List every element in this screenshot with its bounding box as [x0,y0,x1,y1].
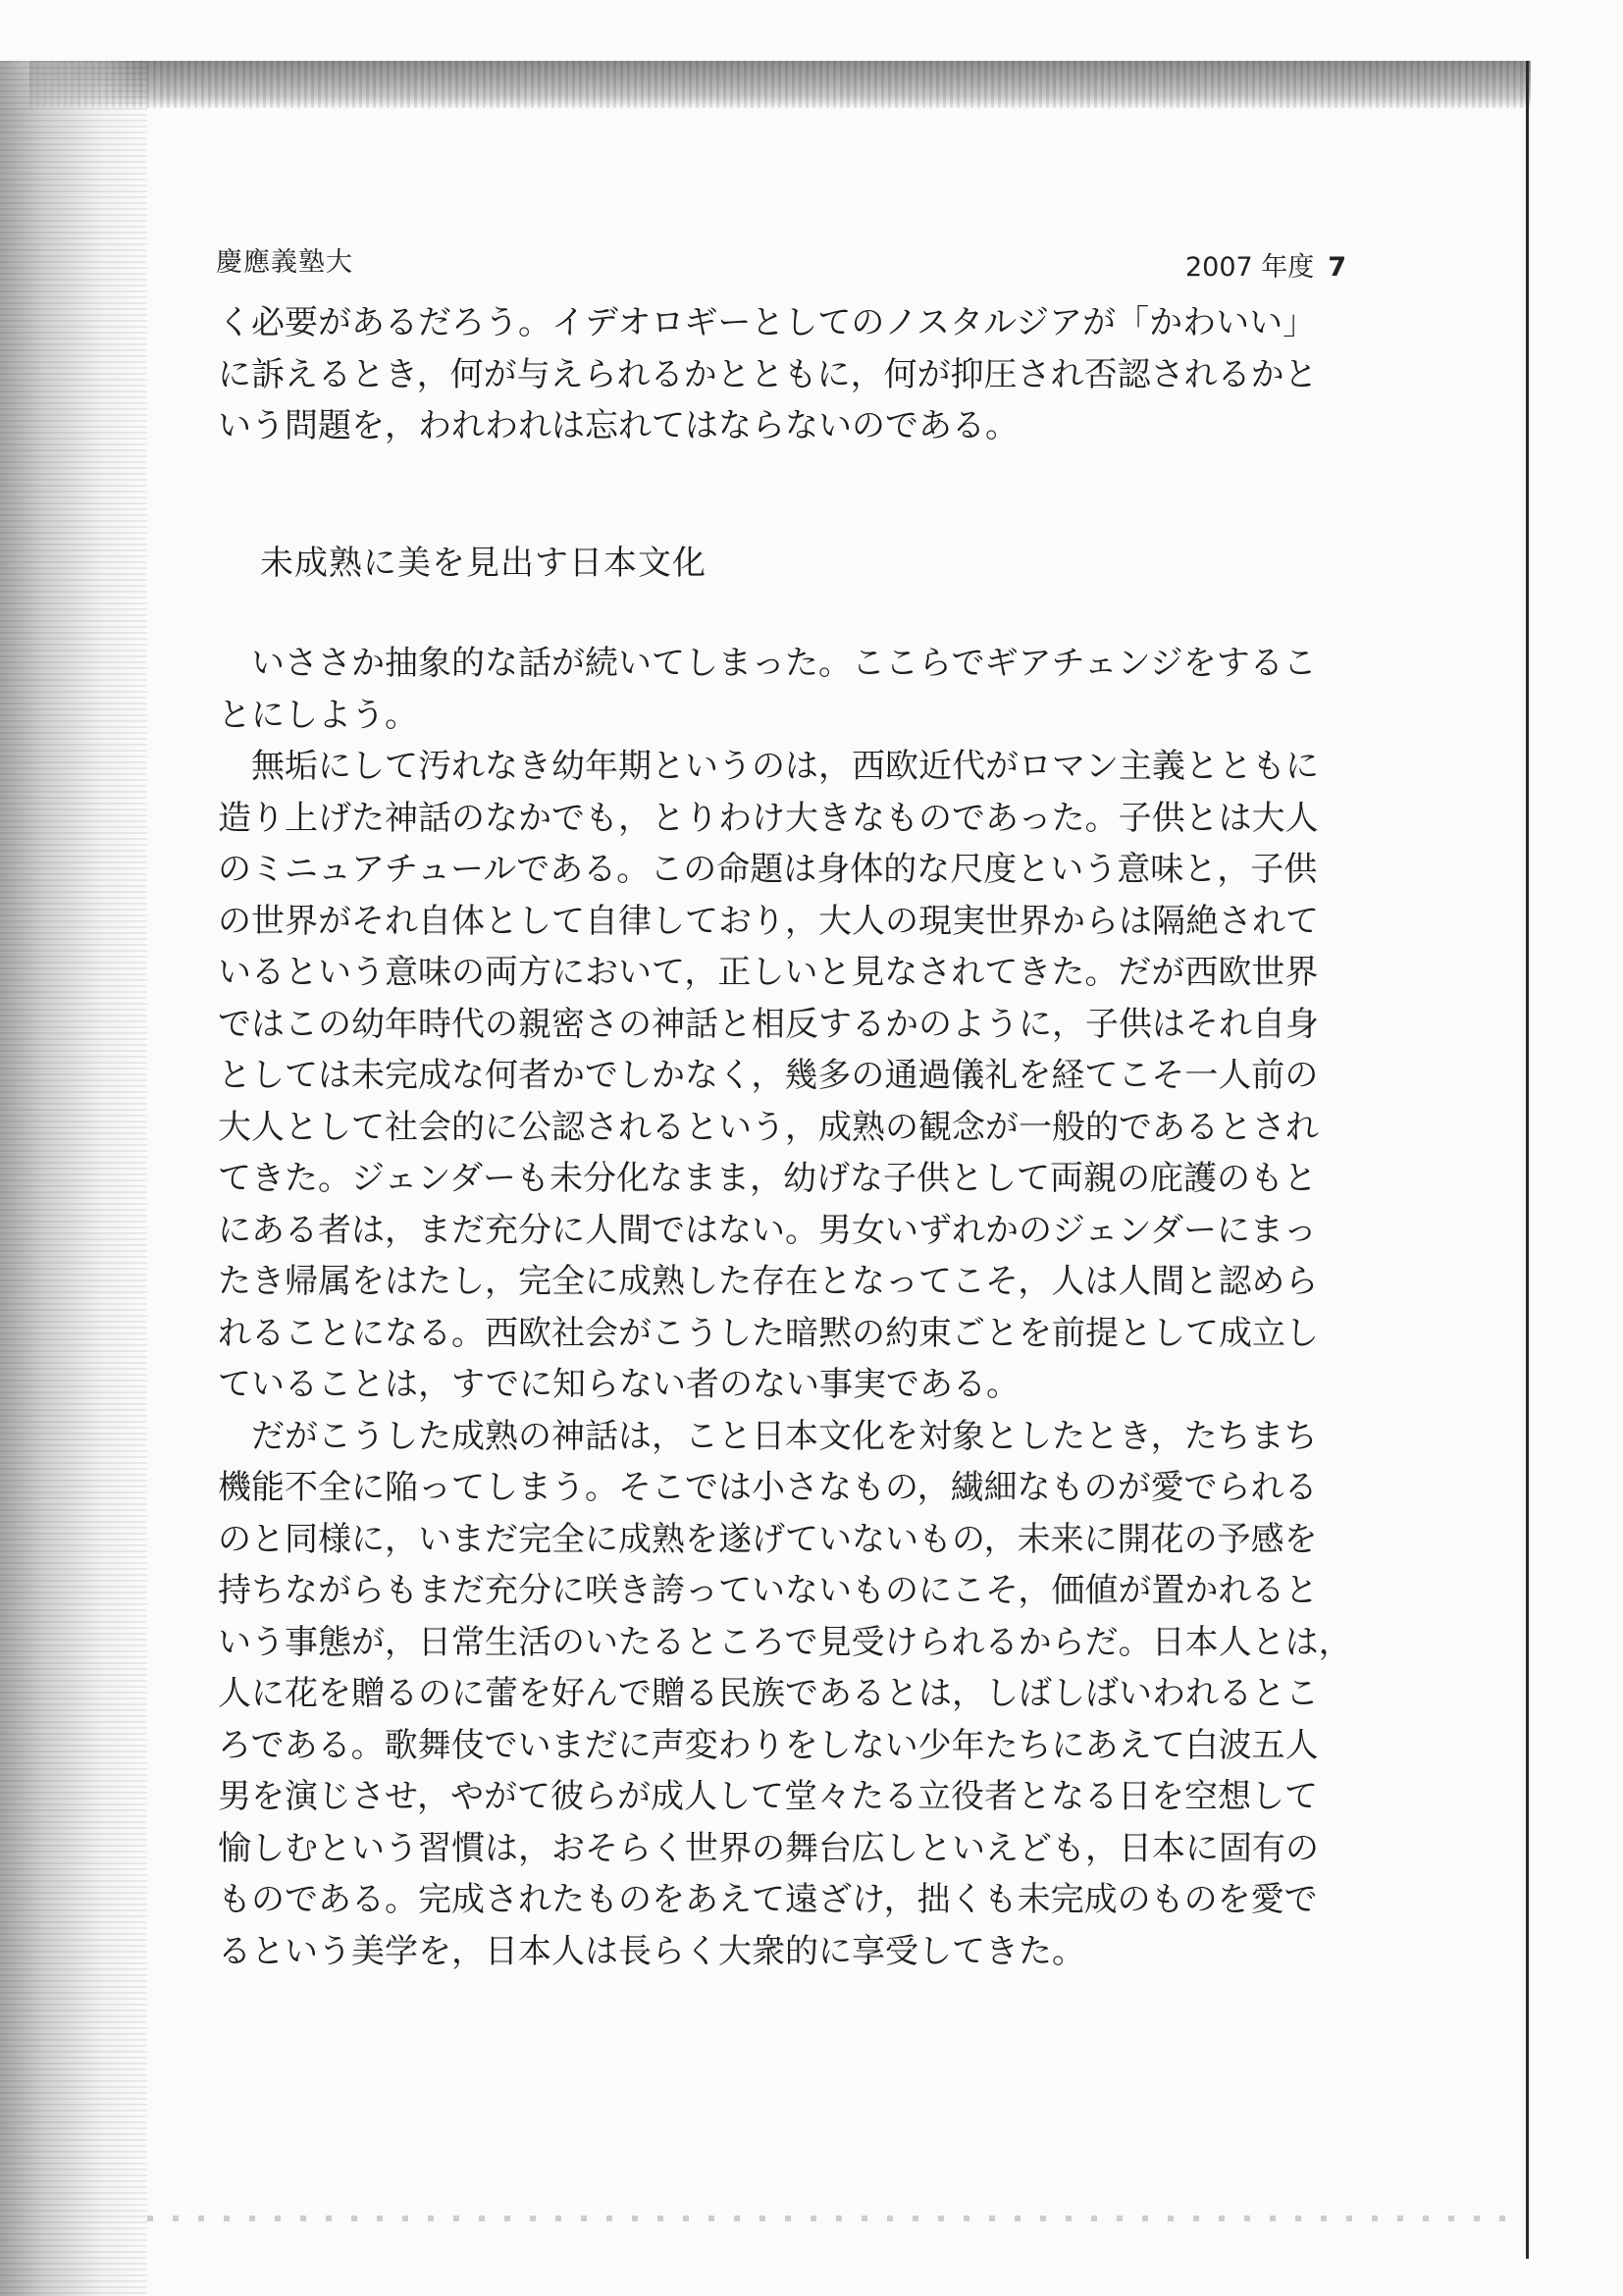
scan-shadow-top [29,61,1531,108]
header-year: 2007 年度 [1185,252,1315,283]
page-number: 7 [1328,252,1347,283]
header-university: 慶應義塾大 [216,247,353,278]
scan-shadow-left [0,61,147,2296]
intro-paragraph: く必要があるだろう。イデオロギーとしてのノスタルジアが「かわいい」 に訴えるとき，何が与えられるかとともに，何が抑圧され否認されるかと いう問題を，われわれは忘れてはならないのである。 [218,303,1318,445]
header-year-page [1185,245,1346,284]
scan-edge-right [1526,61,1529,2259]
section-heading: 未成熟に美を見出す日本文化 [260,544,707,583]
main-text: いささか抽象的な話が続いてしまった。ここらでギアチェンジをするこ とにしよう。 無垢にして汚れなき幼年期というのは，西欧近代がロマン主義とともに 造り上げた神話のなかでも，とりわけ大きなものであった。子供とは大人 のミニュアチュールである。この命題は身体的な尺度という意味と，子供 の世界がそれ自体として自律しており，大人の現実世界からは隔絶されて いるという意味の両方において，正しいと見なされてきた。だが西欧世界 ではこの幼年時代の親密さの神話と相反するかのように，子供はそれ自身 としては未完成な何者かでしかなく，幾多の通過儀礼を経てこそ一人前の 大人として社会的に公認されるという，成熟の観念が一般的であるとされ てきた。ジェンダーも未分化なまま，幼げな子供として両親の庇護のもと にある者は，まだ充分に人間ではない。男女いずれかのジェンダーにまっ たき帰属をはたし，完全に成熟した存在となってこそ，人は人間と認めら れることになる。西欧社会がこうした暗黙の約束ごとを前提として成立し ていることは，すでに知らない者のない事実である。 だがこうした成熟の神話は，こと日本文化を対象としたとき，たちまち 機能不全に陥ってしまう。そこでは小さなもの，繊細なものが愛でられる のと同様に，いまだ完全に成熟を遂げていないもの，未来に開花の予感を 持ちながらもまだ充分に咲き誇っていないものにこそ，価値が置かれると いう事態が，日常生活のいたるところで見受けられるからだ。日本人とは， 人に花を贈るのに蕾を好んで贈る民族であるとは，しばしばいわれるとこ ろである。歌舞伎でいまだに声変わりをしない少年たちにあえて白波五人 男を演じさせ，やがて彼らが成人して堂々たる立役者となる日を空想して 愉しむという習慣は，おそらく世界の舞台広しといえども，日本に固有の ものである。完成されたものをあえて遠ざけ，拙くも未完成のものを愛で るという美学を，日本人は長らく大衆的に享受してきた。 [218,644,1352,1971]
scan-artifact-bottom [147,2216,1521,2221]
